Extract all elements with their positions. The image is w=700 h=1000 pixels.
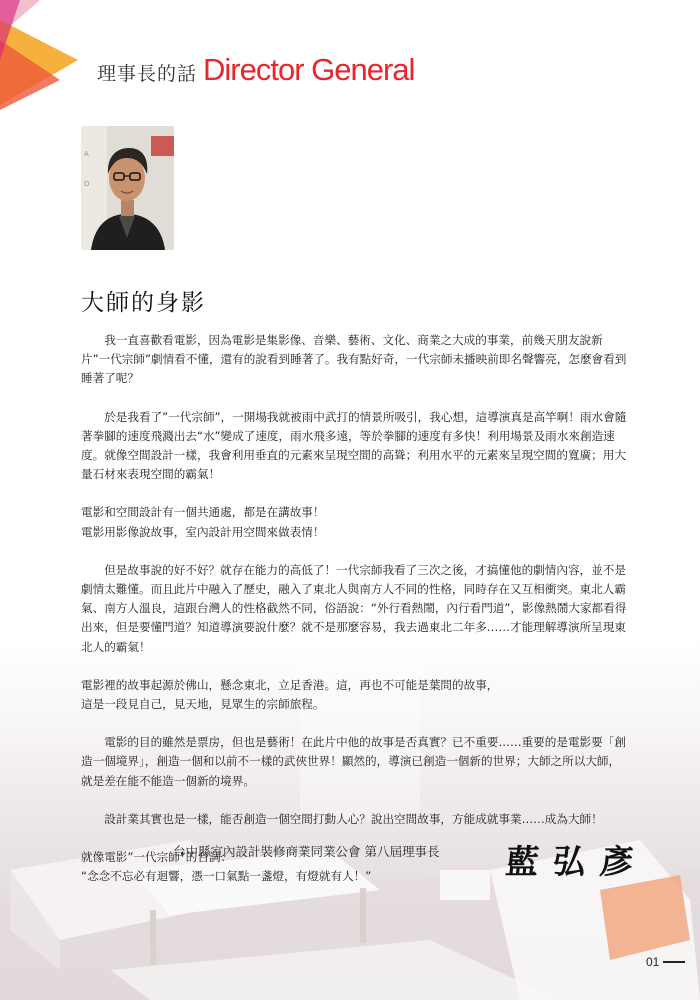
paragraph-5-line-1: 電影裡的故事起源於佛山，懸念東北，立足香港。這，再也不可能是葉問的故事， — [81, 677, 499, 692]
paragraph-3-line-1: 電影和空間設計有一個共通處，都是在講故事！ — [81, 505, 325, 520]
paragraph-3 — [81, 503, 627, 541]
header-title-en: Director General — [203, 52, 415, 87]
article-heading: 大師的身影 — [81, 290, 206, 316]
paragraph-8-line-2: “念念不忘必有迴響，憑一口氣點一盞燈，有燈就有人！” — [81, 869, 372, 884]
page-header — [97, 52, 414, 88]
paragraph-5 — [81, 676, 627, 714]
paragraph-5-line-2: 這是一段見自己，見天地，見眾生的宗師旅程。 — [81, 697, 325, 712]
corner-decoration — [0, 0, 90, 110]
page-number — [646, 955, 685, 969]
page-number-text: 01 — [646, 955, 660, 969]
page-number-rule — [663, 961, 685, 963]
paragraph-7: 設計業其實也是一樣，能否創造一個空間打動人心？說出空間故事，方能成就事業……成為大師！ — [104, 811, 603, 826]
director-portrait — [81, 126, 174, 250]
header-title-zh: 理事長的話 — [97, 63, 198, 85]
paragraph-3-line-2: 電影用影像說故事，室內設計用空間來做表情！ — [81, 524, 325, 539]
paragraph-6: 電影的目的雖然是票房，但也是藝術！在此片中他的故事是否真實？已不重要……重要的是電影要「創造一個境界」，創造一個和以前不一樣的武俠世界！顯然的，導演已創造一個新的世界；大師之所以大師，就是差在能不能造一個新的境界。 — [81, 735, 626, 788]
svg-text:A: A — [84, 150, 89, 158]
paragraph-8-line-1: 就像電影”一代宗師”的台詞： — [81, 850, 233, 865]
paragraph-1: 我一直喜歡看電影，因為電影是集影像、音樂、藝術、文化、商業之大成的事業，前幾天朋友說新片”一代宗師”劇情看不懂，還有的說看到睡著了。我有點好奇，一代宗師未播映前即名聲響亮，怎麼會看到睡著了呢？ — [81, 333, 627, 386]
paragraph-4: 但是故事說的好不好？就存在能力的高低了！一代宗師我看了三次之後，才搞懂他的劇情內容，並不是劇情太難懂。而且此片中融入了歷史，融入了東北人與南方人不同的性格，同時存在又互相衝突。東北人霸氣、南方人溫良，這跟台灣人的性格截然不同，俗語說：“外行看熱鬧，內行看門道”，影像熱鬧大家都看得出來，但是要懂門道？知道導演要說什麼？就不是那麼容易，我去過東北二年多……才能理解導演所呈現東北人的霸氣！ — [81, 562, 627, 654]
article-body — [81, 331, 627, 905]
svg-text:O: O — [84, 180, 90, 188]
paragraph-2: 於是我看了”一代宗師”，一開場我就被雨中武打的情景所吸引，我心想，這導演真是高竿啊！雨水會隨著拳腳的速度飛濺出去“水”變成了速度，雨水飛多遠，等於拳腳的速度有多快！利用場景及雨水來創造速度。就像空間設計一樣，我會利用垂直的元素來呈現空間的高聳；利用水平的元素來呈現空間的寬廣；用大量石材來表現空間的霸氣！ — [81, 409, 627, 482]
signature-name: 藍弘彥 — [503, 842, 649, 881]
signature-affiliation: 台中縣室內設計裝修商業同業公會 第八屆理事長 — [173, 844, 440, 859]
